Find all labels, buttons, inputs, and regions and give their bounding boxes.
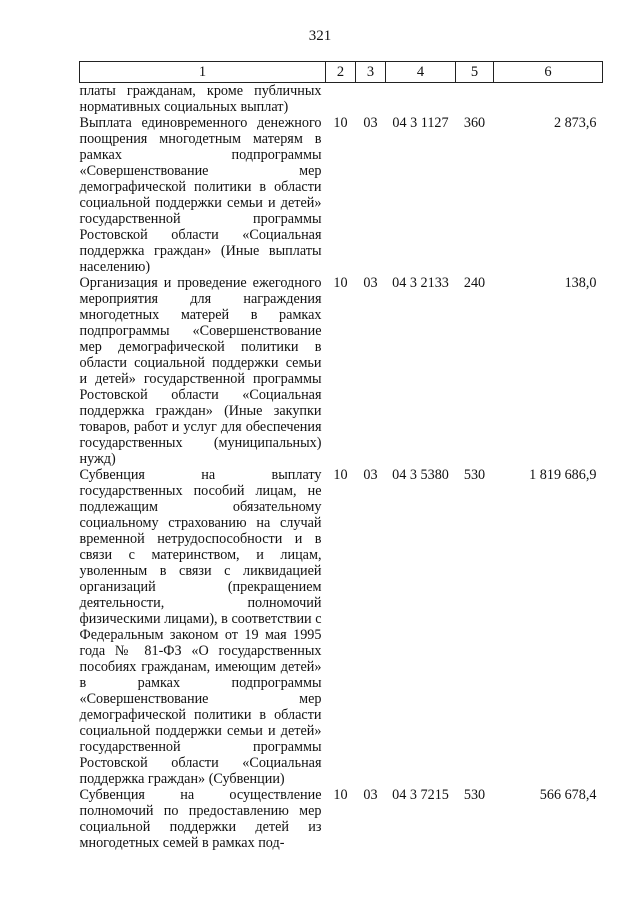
row-section: 10	[333, 787, 348, 803]
table-row	[80, 467, 603, 787]
row-description: Субвенция на выплату государственных пособий лицам, не подлежащим обязательному социальному страхованию на случай временной нетрудоспособности и в связи с материнством, и лицам, уволенным в связи с ликвидацией организаций (прекращением деятельности, полномочий физическими лицами), в соответствии с Федеральным законом от 19 мая 1995 года № 81-ФЗ «О государственных пособиях гражданам, имеющим детей» в рамках подпрограммы «Совершенствование мер демографической политики в области социальной поддержки семьи и детей» государственной программы Ростовской области «Социальная поддержка граждан» (Субвенции)	[79, 467, 322, 787]
row-target	[386, 83, 456, 116]
row-amount: 2 873,6	[553, 115, 597, 131]
row-description: Субвенция на осуществление полномочий по предоставлению мер социальной поддержки детей из многодетных семей в рамках под-	[79, 787, 322, 851]
row-type	[456, 83, 494, 116]
table-row	[80, 787, 603, 851]
table-body	[80, 83, 603, 852]
row-target: 04 3 5380	[392, 467, 449, 483]
page-number: 321	[308, 28, 332, 44]
row-subsection: 03	[363, 467, 378, 483]
header-col-2: 2	[326, 62, 356, 83]
table-row	[80, 115, 603, 275]
header-row	[80, 62, 603, 83]
row-target: 04 3 7215	[392, 787, 449, 803]
row-section: 10	[333, 115, 348, 131]
row-type: 240	[463, 275, 486, 291]
header-col-6: 6	[494, 62, 603, 83]
row-amount: 138,0	[564, 275, 597, 291]
header-col-4: 4	[386, 62, 456, 83]
row-amount: 566 678,4	[539, 787, 597, 803]
row-amount: 1 819 686,9	[529, 467, 597, 483]
row-amount	[494, 83, 603, 116]
header-col-5: 5	[456, 62, 494, 83]
row-description: Выплата единовременного денежного поощрения многодетным матерям в рамках подпрограммы «Совершенствование мер демографической политики в области социальной поддержки семьи и детей» государственной программы Ростовской области «Социальная поддержка граждан» (Иные выплаты населению)	[79, 115, 322, 275]
row-subsection	[356, 83, 386, 116]
header-col-3: 3	[356, 62, 386, 83]
row-subsection: 03	[363, 115, 378, 131]
row-section: 10	[333, 275, 348, 291]
row-type: 530	[463, 787, 486, 803]
row-description: Организация и проведение ежегодного мероприятия для награждения многодетных матерей в рамках подпрограммы «Совершенствование мер демографической политики в области социальной поддержки семьи и детей» государственной программы Ростовской области «Социальная поддержка граждан» (Иные закупки товаров, работ и услуг для обеспечения государственных (муниципальных) нужд)	[79, 275, 322, 467]
row-subsection: 03	[363, 787, 378, 803]
row-target: 04 3 2133	[392, 275, 449, 291]
table-row	[80, 83, 603, 116]
row-subsection: 03	[363, 275, 378, 291]
row-type: 360	[463, 115, 486, 131]
table-row	[80, 275, 603, 467]
row-section: 10	[333, 467, 348, 483]
row-type: 530	[463, 467, 486, 483]
row-target: 04 3 1127	[392, 115, 449, 131]
header-col-1: 1	[80, 62, 326, 83]
table-header	[80, 62, 603, 83]
row-description: платы гражданам, кроме публичных нормативных социальных выплат)	[79, 83, 322, 115]
budget-table	[79, 61, 603, 851]
row-section	[326, 83, 356, 116]
